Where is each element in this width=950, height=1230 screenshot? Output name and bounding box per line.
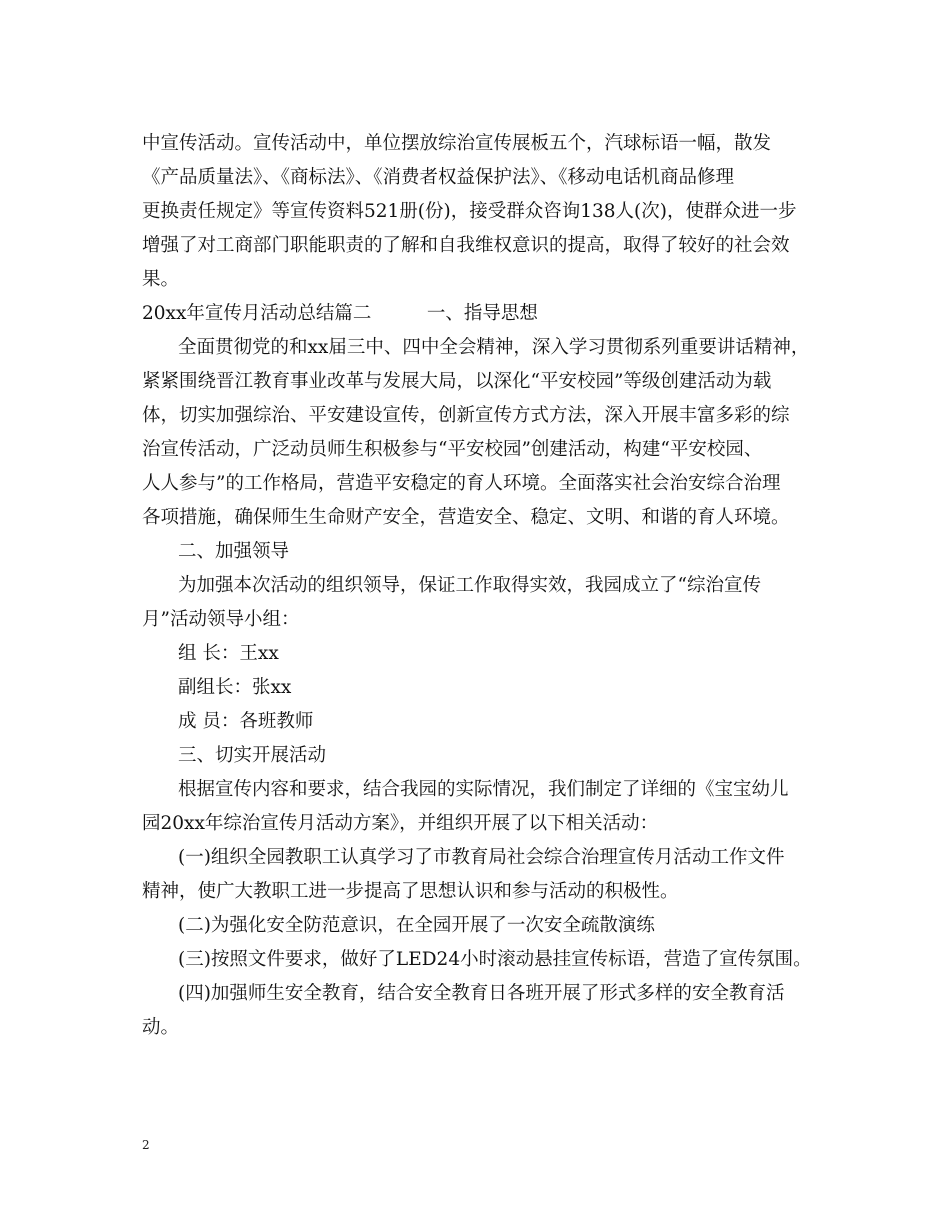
text-line: (四)加强师生安全教育，结合安全教育日各班开展了形式多样的安全教育活 [178, 983, 785, 1004]
text-line: (一)组织全园教职工认真学习了市教育局社会综合治理宣传月活动工作文件 [178, 847, 785, 868]
text-line: 成 员：各班教师 [178, 711, 314, 732]
text-line: (三)按照文件要求，做好了LED24小时滚动悬挂宣传标语，营造了宣传氛围。 [178, 949, 812, 970]
text-line: 精神，使广大教职工进一步提高了思想认识和参与活动的积极性。 [142, 881, 679, 902]
text-line: 副组长：张xx [178, 677, 292, 698]
section-heading: 20xx年宣传月活动总结篇二 一、指导思想 [142, 303, 538, 324]
text-line: (二)为强化安全防范意识，在全园开展了一次安全疏散演练 [178, 915, 655, 936]
text-line: 人人参与”的工作格局，营造平安稳定的育人环境。全面落实社会治安综合治理 [142, 473, 781, 494]
section-heading: 三、切实开展活动 [178, 745, 327, 766]
text-line: 体，切实加强综治、平安建设宣传，创新宣传方式方法，深入开展丰富多彩的综 [142, 405, 790, 426]
text-line: 更换责任规定》等宣传资料521册(份)，接受群众咨询138人(次)，使群众进一步 [142, 201, 797, 222]
text-line: 增强了对工商部门职能职责的了解和自我维权意识的提高，取得了较好的社会效 [142, 235, 790, 256]
text-line: 果。 [142, 269, 180, 290]
text-line: 紧紧围绕晋江教育事业改革与发展大局，以深化“平安校园”等级创建活动为载 [142, 371, 772, 392]
text-line: 治宣传活动，广泛动员师生积极参与“平安校园”创建活动，构建“平安校园、 [142, 439, 763, 460]
text-line: 各项措施，确保师生生命财产安全，营造安全、稳定、文明、和谐的育人环境。 [142, 507, 790, 528]
text-line: 动。 [142, 1017, 180, 1038]
text-line: 全面贯彻党的和xx届三中、四中全会精神，深入学习贯彻系列重要讲话精神， [178, 337, 810, 358]
text-line: 根据宣传内容和要求，结合我园的实际情况，我们制定了详细的《宝宝幼儿 [178, 779, 789, 800]
text-line: 园20xx年综治宣传月活动方案》，并组织开展了以下相关活动： [142, 813, 659, 834]
text-line: 为加强本次活动的组织领导，保证工作取得实效，我园成立了“综治宣传 [178, 575, 761, 596]
text-line: 《产品质量法》、《商标法》、《消费者权益保护法》、《移动电话机商品修理 [142, 167, 735, 188]
page-number: 2 [142, 1138, 150, 1152]
text-line: 中宣传活动。宣传活动中，单位摆放综治宣传展板五个，汽球标语一幅，散发 [142, 133, 772, 154]
section-heading: 二、加强领导 [178, 541, 290, 562]
text-line: 月”活动领导小组： [142, 609, 300, 630]
text-line: 组 长：王xx [178, 643, 279, 664]
